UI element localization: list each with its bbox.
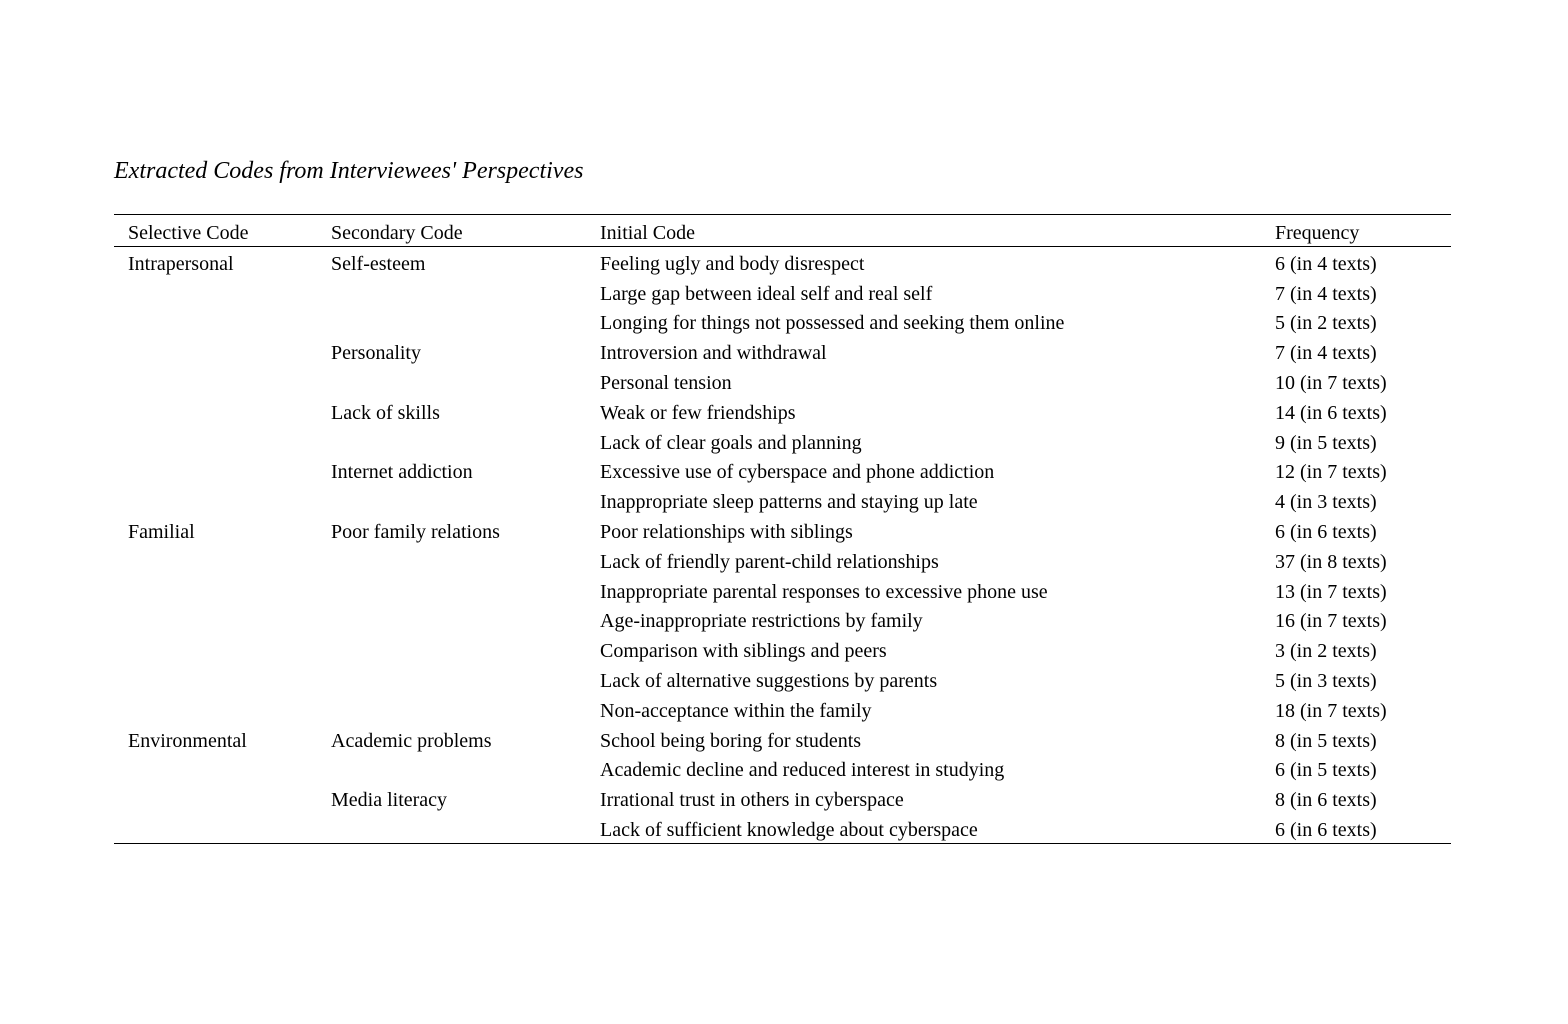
table-row [114,813,1451,843]
cell-secondary-code: Internet addiction [331,461,473,484]
cell-frequency: 8 (in 6 texts) [1275,789,1377,812]
table-row [114,336,1451,366]
header-frequency: Frequency [1275,221,1360,244]
cell-frequency: 5 (in 3 texts) [1275,670,1377,693]
table-row [114,485,1451,515]
table-row [114,634,1451,664]
table-body [114,247,1451,843]
table-row [114,664,1451,694]
cell-initial-code: Inappropriate sleep patterns and staying up late [600,491,978,514]
cell-frequency: 8 (in 5 texts) [1275,729,1377,752]
table-row [114,783,1451,813]
cell-initial-code: Lack of alternative suggestions by parents [600,670,938,693]
cell-frequency: 6 (in 5 texts) [1275,759,1377,782]
table-row [114,366,1451,396]
cell-frequency: 6 (in 6 texts) [1275,521,1377,544]
cell-frequency: 5 (in 2 texts) [1275,312,1377,335]
table-row [114,694,1451,724]
cell-frequency: 10 (in 7 texts) [1275,372,1387,395]
cell-secondary-code: Personality [331,342,421,365]
header-secondary-code: Secondary Code [331,221,463,244]
cell-frequency: 13 (in 7 texts) [1275,580,1387,603]
cell-initial-code: School being boring for students [600,729,862,752]
cell-secondary-code: Poor family relations [331,521,500,544]
cell-selective-code: Environmental [128,729,247,752]
table-row [114,396,1451,426]
cell-frequency: 18 (in 7 texts) [1275,699,1387,722]
table-row [114,754,1451,784]
cell-frequency: 3 (in 2 texts) [1275,640,1377,663]
table-caption: Extracted Codes from Interviewees' Perspectives [114,158,584,184]
cell-initial-code: Feeling ugly and body disrespect [600,252,865,275]
cell-initial-code: Lack of sufficient knowledge about cyberspace [600,819,978,842]
cell-initial-code: Large gap between ideal self and real self [600,282,933,305]
cell-selective-code: Familial [128,521,195,544]
cell-secondary-code: Academic problems [331,729,492,752]
table-row [114,515,1451,545]
cell-frequency: 7 (in 4 texts) [1275,342,1377,365]
cell-frequency: 6 (in 4 texts) [1275,252,1377,275]
cell-initial-code: Lack of friendly parent-child relationships [600,550,939,573]
cell-secondary-code: Media literacy [331,789,448,812]
cell-frequency: 16 (in 7 texts) [1275,610,1387,633]
cell-selective-code: Intrapersonal [128,252,234,275]
cell-frequency: 6 (in 6 texts) [1275,819,1377,842]
cell-initial-code: Comparison with siblings and peers [600,640,887,663]
cell-frequency: 37 (in 8 texts) [1275,550,1387,573]
cell-initial-code: Personal tension [600,372,732,395]
table-row [114,247,1451,277]
table-row [114,724,1451,754]
table-row [114,307,1451,337]
cell-initial-code: Lack of clear goals and planning [600,431,862,454]
codes-table [114,214,1451,844]
cell-initial-code: Non-acceptance within the family [600,699,872,722]
table-row [114,456,1451,486]
cell-initial-code: Weak or few friendships [600,401,796,424]
cell-frequency: 7 (in 4 texts) [1275,282,1377,305]
cell-initial-code: Academic decline and reduced interest in studying [600,759,1005,782]
header-initial-code: Initial Code [600,221,695,244]
cell-initial-code: Inappropriate parental responses to excessive phone use [600,580,1048,603]
cell-initial-code: Introversion and withdrawal [600,342,827,365]
cell-secondary-code: Self-esteem [331,252,426,275]
cell-secondary-code: Lack of skills [331,401,440,424]
cell-initial-code: Excessive use of cyberspace and phone addiction [600,461,995,484]
cell-frequency: 12 (in 7 texts) [1275,461,1387,484]
table-row [114,545,1451,575]
table-header-row [114,215,1451,247]
cell-initial-code: Poor relationships with siblings [600,521,853,544]
table-row [114,426,1451,456]
cell-frequency: 9 (in 5 texts) [1275,431,1377,454]
table-row [114,277,1451,307]
cell-initial-code: Age-inappropriate restrictions by family [600,610,923,633]
cell-initial-code: Longing for things not possessed and seeking them online [600,312,1065,335]
table-row [114,605,1451,635]
table-row [114,575,1451,605]
cell-initial-code: Irrational trust in others in cyberspace [600,789,904,812]
cell-frequency: 14 (in 6 texts) [1275,401,1387,424]
cell-frequency: 4 (in 3 texts) [1275,491,1377,514]
header-selective-code: Selective Code [128,221,249,244]
